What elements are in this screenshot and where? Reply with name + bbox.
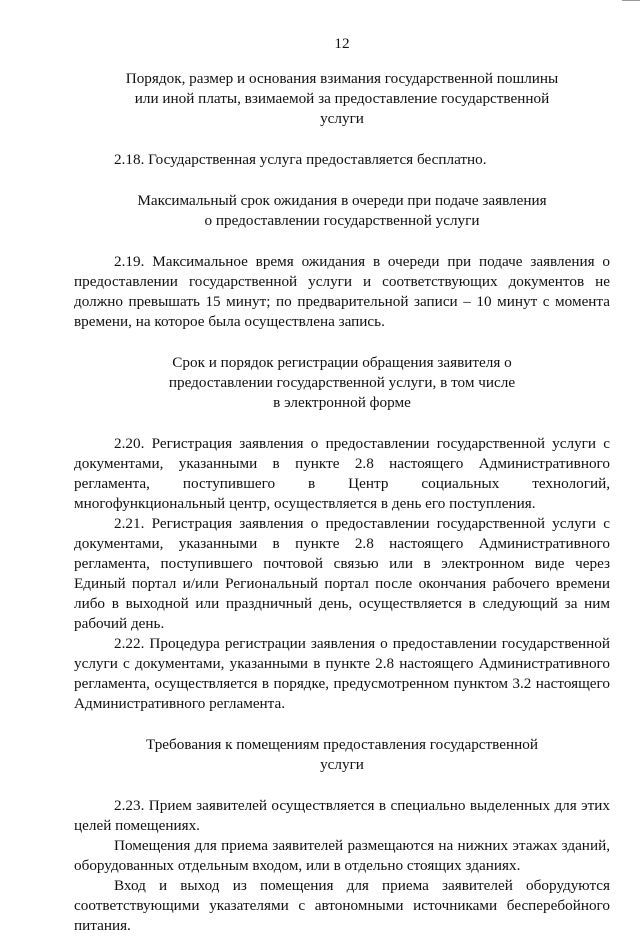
heading-line: в электронной форме bbox=[273, 394, 411, 411]
section-heading-fee bbox=[74, 69, 610, 129]
heading-line: Максимальный срок ожидания в очереди при подаче заявления bbox=[137, 192, 547, 209]
section-heading-registration bbox=[74, 353, 610, 413]
heading-line: о предоставлении государственной услуги bbox=[204, 212, 480, 229]
paragraph-2-18: 2.18. Государственная услуга предоставляется бесплатно. bbox=[114, 151, 487, 168]
paragraph-2-19: 2.19. Максимальное время ожидания в очереди при подаче заявления о предоставлении государственной услуги и соответствующих документов не должно превышать 15 минут; по предварительной записи – 10 минут с момента времени, на которое была осуществлена запись. bbox=[74, 253, 610, 330]
document-page bbox=[74, 34, 610, 936]
section-heading-premises bbox=[74, 735, 610, 775]
paragraph-premises-location: Помещения для приема заявителей размещаются на нижних этажах зданий, оборудованных отдельным входом, или в отдельно стоящих зданиях. bbox=[74, 837, 610, 874]
corner-scan-mark bbox=[622, 0, 640, 4]
paragraph-entrance-signs: Вход и выход из помещения для приема заявителей оборудуются соответствующими указателями с автономными источниками бесперебойного питания. bbox=[74, 877, 610, 934]
heading-line: или иной платы, взимаемой за предоставление государственной bbox=[134, 90, 550, 107]
paragraph-2-21: 2.21. Регистрация заявления о предоставлении государственной услуги с документами, указанными в пункте 2.8 настоящего Административного регламента, поступившего почтовой связью или в электронном виде через Единый портал и/или Региональный портал после окончания рабочего времени либо в выходной или праздничный день, осуществляется в следующий за ним рабочий день. bbox=[74, 515, 610, 632]
heading-line: услуги bbox=[320, 110, 364, 127]
heading-line: Порядок, размер и основания взимания государственной пошлины bbox=[125, 70, 559, 87]
heading-line: предоставлении государственной услуги, в том числе bbox=[168, 374, 516, 391]
heading-line: Срок и порядок регистрации обращения заявителя о bbox=[172, 354, 512, 371]
heading-line: Требования к помещениям предоставления государственной bbox=[146, 736, 538, 753]
heading-line: услуги bbox=[320, 756, 364, 773]
paragraph-2-20: 2.20. Регистрация заявления о предоставлении государственной услуги с документами, указанными в пункте 2.8 настоящего Административного регламента, поступившего в Центр социальных технологий, многофункциональный центр, осуществляется в день его поступления. bbox=[74, 435, 610, 512]
section-heading-waiting-time bbox=[74, 191, 610, 231]
paragraph-2-23: 2.23. Прием заявителей осуществляется в специально выделенных для этих целей помещениях. bbox=[74, 797, 610, 834]
paragraph-2-22: 2.22. Процедура регистрации заявления о предоставлении государственной услуги с документами, указанными в пункте 2.8 настоящего Административного регламента, осуществляется в порядке, предусмотренном пунктом 3.2 настоящего Административного регламента. bbox=[74, 635, 610, 712]
page-number: 12 bbox=[334, 35, 350, 52]
